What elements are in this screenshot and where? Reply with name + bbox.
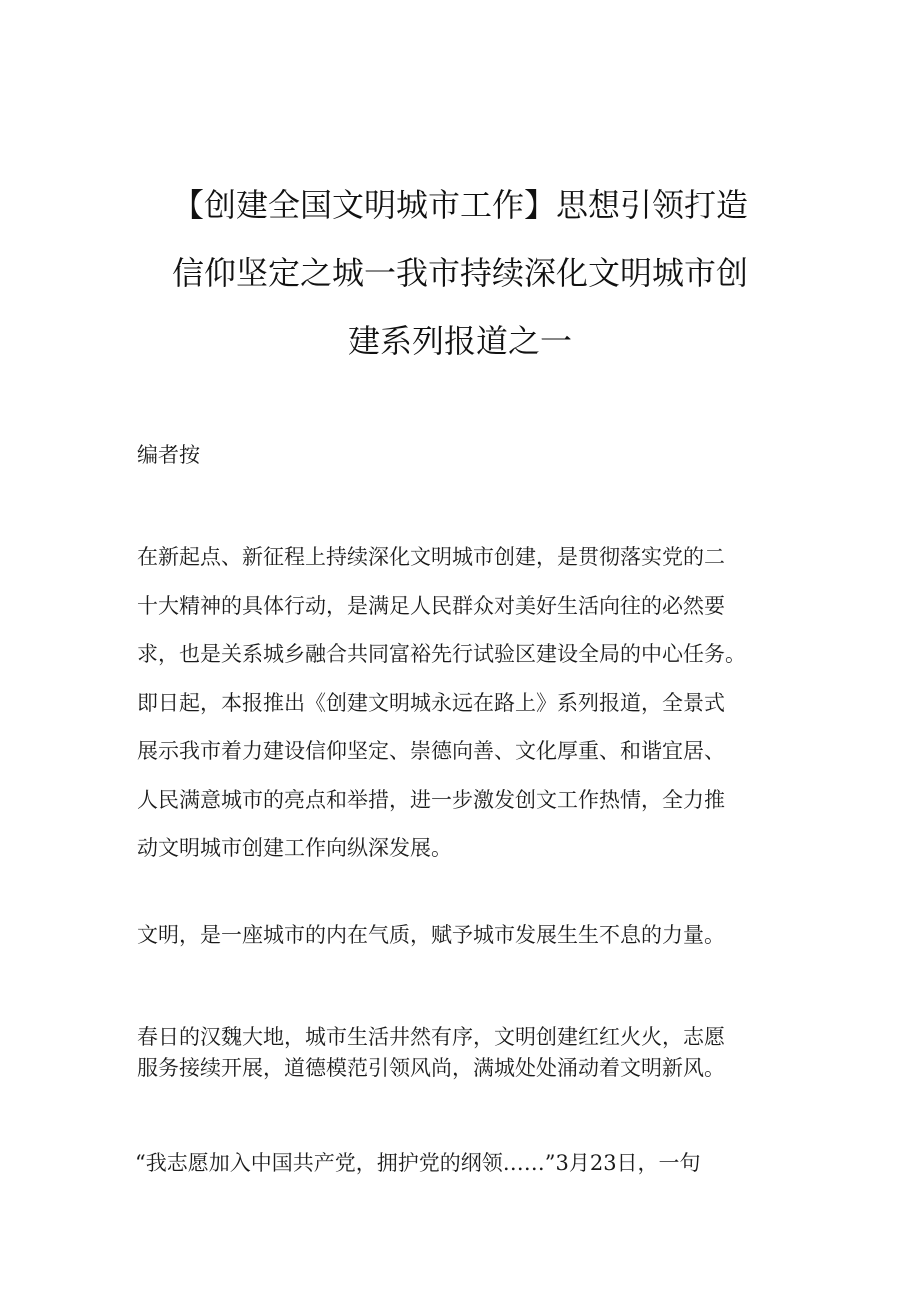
title-line-1: 【创建全国文明城市工作】思想引领打造 bbox=[171, 186, 748, 225]
intro-line-1: 在新起点、新征程上持续深化文明城市创建，是贯彻落实党的二 bbox=[137, 545, 725, 569]
intro-line-3: 求，也是关系城乡融合共同富裕先行试验区建设全局的中心任务。 bbox=[137, 642, 746, 666]
spring-line-1: 春日的汉魏大地，城市生活井然有序，文明创建红红火火，志愿 bbox=[137, 1025, 725, 1049]
civilization-line: 文明，是一座城市的内在气质，赋予城市发展生生不息的力量。 bbox=[137, 923, 725, 947]
editor-note-heading: 编者按 bbox=[137, 443, 200, 467]
spring-line-2: 服务接续开展，道德模范引领风尚，满城处处涌动着文明新风。 bbox=[137, 1056, 725, 1080]
intro-paragraph bbox=[137, 533, 817, 873]
intro-line-6: 人民满意城市的亮点和举措，进一步激发创文工作热情，全力推 bbox=[137, 787, 725, 812]
document-title bbox=[100, 171, 820, 375]
civilization-paragraph bbox=[137, 920, 817, 950]
intro-line-4: 即日起，本报推出《创建文明城永远在路上》系列报道，全景式 bbox=[137, 690, 725, 715]
quote-paragraph bbox=[135, 1148, 815, 1178]
intro-line-7: 动文明城市创建工作向纵深发展。 bbox=[137, 836, 452, 860]
title-line-3: 建系列报道之一 bbox=[347, 322, 572, 361]
intro-line-5: 展示我市着力建设信仰坚定、崇德向善、文化厚重、和谐宜居、 bbox=[137, 739, 725, 763]
intro-line-2: 十大精神的具体行动，是满足人民群众对美好生活向往的必然要 bbox=[137, 593, 725, 618]
quote-line: “我志愿加入中国共产党，拥护党的纲领……”3月23日，一句 bbox=[135, 1151, 701, 1175]
spring-paragraph bbox=[137, 1022, 817, 1084]
title-line-2: 信仰坚定之城一我市持续深化文明城市创 bbox=[171, 254, 748, 293]
